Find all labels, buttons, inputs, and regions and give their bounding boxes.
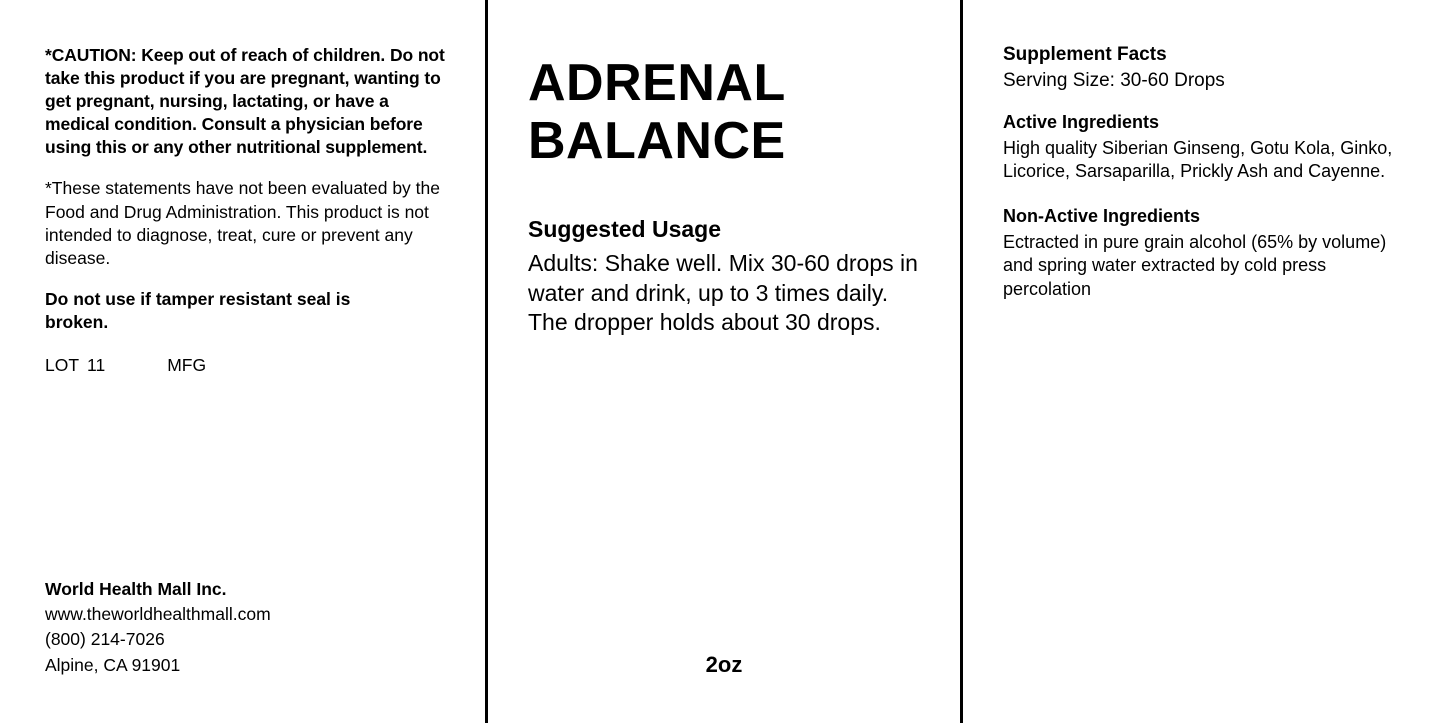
company-address: Alpine, CA 91901 [45,654,181,675]
center-front-panel [485,0,963,723]
suggested-usage-heading: Suggested Usage [528,216,721,243]
non-active-ingredients-text: Ectracted in pure grain alcohol (65% by volume) and spring water extracted by cold press percolation [1003,231,1387,299]
company-name: World Health Mall Inc. [45,578,227,599]
product-title: ADRENAL BALANCE [528,54,786,171]
mfg-label: MFG [167,355,207,376]
fda-disclaimer: *These statements have not been evaluated by the Food and Drug Administration. This product is not intended to diagnose, treat, cure or prevent any disease. [45,178,440,268]
company-website: www.theworldhealthmall.com [45,603,271,624]
tamper-seal-notice: Do not use if tamper resistant seal is broken. [45,288,351,332]
company-info [45,577,271,679]
suggested-usage-text: Adults: Shake well. Mix 30-60 drops in water and drink, up to 3 times daily. The dropper holds about 30 drops. [528,250,918,336]
lot-label: LOT [45,355,80,376]
non-active-ingredients-heading: Non-Active Ingredients [1003,205,1201,226]
company-phone: (800) 214-7026 [45,629,165,650]
caution-statement: *CAUTION: Keep out of reach of children. Do not take this product if you are pregnant, wanting to get pregnant, nursing, lactating, or have a medical condition. Consult a physician before using this or any other nutritional supplement. [45,45,445,158]
serving-size: Serving Size: 30-60 Drops [1003,70,1225,91]
supplement-facts-heading: Supplement Facts [1003,44,1167,65]
lot-mfg-row [45,354,445,377]
lot-value: 11 [87,355,106,376]
net-volume: 2oz [705,652,743,677]
active-ingredients-heading: Active Ingredients [1003,112,1160,132]
active-ingredients-text: High quality Siberian Ginseng, Gotu Kola, Ginko, Licorice, Sarsaparilla, Prickly Ash and Cayenne. [1003,138,1393,182]
left-info-panel [0,0,485,723]
right-supplement-facts-panel [963,0,1445,723]
